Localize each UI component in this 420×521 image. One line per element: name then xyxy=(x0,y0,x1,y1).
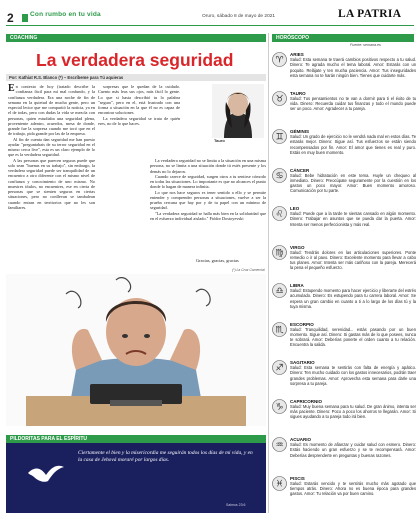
svg-text:♏: ♏ xyxy=(275,325,284,335)
article-author: Por: Kathiat R.S. Blanco (*) – Escríbeme para Tú aquieras xyxy=(9,75,124,80)
zodiac-sign-text: Salud: Un grado de ejercicio no le vendrá nada mal en estos días. Te estarás mejor. Dinero: Sigue así. Tus esfuerzos se están siendo recompensados por fin. Amor: El amor que tienes es real y puro. Estás en muy buen momento. xyxy=(290,134,416,155)
svg-text:♓: ♓ xyxy=(275,479,284,489)
zodiac-sign-text: Salud: Esta semana te sentirás con falta de energía y apático. Dinero: Ten mucho cuidado con los gastos innecesarios, podrán traer grandes problemas. Amor: Aprovecha esta semana para darle una sorpresa a tu pareja. xyxy=(290,365,416,386)
horoscope-source: Fuente: semana.es xyxy=(350,43,381,47)
zodiac-sign-icon xyxy=(272,168,287,183)
zodiac-sign-icon xyxy=(272,360,287,375)
zodiac-sign-icon xyxy=(272,245,287,260)
zodiac-sign-icon xyxy=(272,437,287,452)
zodiac-sign-name: CAPRICORNIO xyxy=(290,398,323,404)
stressed-man-illustration xyxy=(6,274,266,426)
article-paragraph: La verdadera seguridad no se limita a la situación en una misma persona, no se limita a una situación donde tú estés presente y los demás no lo dejaron. xyxy=(150,158,266,174)
zodiac-sign-name: ACUARIO xyxy=(290,437,311,442)
column-divider xyxy=(268,33,269,513)
zodiac-sign-text: Salud: Estarás vencido y te sentirás mucho más agotado que tiempos atrás. Dinero: Ahora no es buena época para grandes gastos. Amor: Tu relación va por buen camino. xyxy=(290,480,416,497)
horoscope-entry xyxy=(290,360,416,392)
spirit-pills-reference: Salmos 23:6 xyxy=(226,503,246,507)
horoscope-section-tag: HORÓSCOPO xyxy=(272,34,414,42)
zodiac-sign-text: Salud: Es momento de afianzar y cuidar salud con esmero. Dinero: Estás haciendo un gran esfuerzo y se te recompensará. Amor: Deberías desprenderte en preguntas y buenas razones. xyxy=(290,442,416,458)
zodiac-sign-icon xyxy=(272,476,287,491)
svg-text:♈: ♈ xyxy=(275,55,284,66)
zodiac-sign-icon xyxy=(272,52,287,67)
zodiac-sign-icon xyxy=(272,283,287,298)
article-paragraph: sorpresas que le quedan de la cuidado. Cuento más leas sus ojos, más fácil lo gente. Lo que si hasta describió tu lo palabra "seguro", pero en el, está frustrado con una forma a situación en la que él no es capaz de encontrar soluciones. xyxy=(98,84,180,116)
zodiac-sign-text: Salud: Tus pensamientos no te van a dormir para ti el éxito de tu vida. Dinero: Recuerda cuidar tus finanzas y todo el mundo puede ser un poco. Amor: Agradecer a tu pareja. xyxy=(290,95,416,112)
zodiac-sign-icon xyxy=(272,399,287,414)
article-column-1 xyxy=(8,84,95,249)
horoscope-entry xyxy=(290,129,416,161)
horoscope-entry xyxy=(290,91,416,123)
zodiac-sign-text: Salud: Puede que a la tarde te sientas cansado en algún momento. Dinero: Trabajar en asuntos que se pueda dar la puerta. Amor: Intenta ser menos perfeccionista y más real. xyxy=(290,211,416,227)
spirit-pills-title: PILDORITAS PARA EL ESPÍRITU xyxy=(10,436,88,442)
article-quote: "La verdadera seguridad se halla más bien en la solidaridad que en el esfuerzo individual aislado." Fiódor Dostoyevski xyxy=(150,210,266,221)
zodiac-sign-icon xyxy=(272,129,287,144)
horoscope-entry xyxy=(290,399,416,431)
spirit-pills-quote: Ciertamente el bien y la misericordia me seguirán todos los días de mi vida, y en la casa de Jehová moraré por largos días. xyxy=(78,450,253,463)
svg-text:♐: ♐ xyxy=(275,363,284,374)
svg-text:♋: ♋ xyxy=(275,171,284,181)
zodiac-sign-text: Salud: Estupendo momento para hacer ejercicio y liberarte del estrés acumulado. Dinero: Es estupendo para tu carrera laboral. Amor: Se espera un gran cambio en cuanto a ti a lo largo de los días tú y la tuya misma. xyxy=(290,288,416,309)
svg-text:♒: ♒ xyxy=(275,440,284,451)
horoscope-entry xyxy=(290,322,416,354)
horoscope-entry xyxy=(290,168,416,200)
svg-text:♊: ♊ xyxy=(275,132,284,143)
zodiac-sign-text: Salud: Tendrás dolores en las articulaciones superiores. Ponte remedio o ir al pavo. Dinero: Excelente momento para llevar a cabo tus planes. Amor: Intenta ser más cariñoso con la pareja. Merecerá la pena el pequeño esfuerzo. xyxy=(290,249,416,271)
svg-text:♍: ♍ xyxy=(275,248,284,258)
dateline: Oruro, sábado 8 de mayo de 2021 xyxy=(202,14,276,19)
portrait-caption: Tauro xyxy=(214,138,225,143)
article-paragraph: Lo que nos hace seguros es tener sentido a ello y se permite entender y comprender personas a situaciones, vuelve a ser la prueba cercana que hay por y de tu papel con un mínimo de seguridad. xyxy=(150,189,266,211)
zodiac-sign-name: SAGITARIO xyxy=(290,360,315,365)
svg-text:♉: ♉ xyxy=(275,94,284,104)
author-portrait xyxy=(212,84,264,138)
zodiac-sign-name: LIBRA xyxy=(290,283,304,288)
zodiac-sign-name: TAURO xyxy=(290,90,306,96)
article-paragraph: Al fin de cuenta dan seguridad me han puesto ayudar "preguntabais de su terror seguridad en el mismo cerca live", esta es un claro ejemplo de lo que es la verdadera seguridad. xyxy=(8,136,95,158)
horoscope-entry xyxy=(290,52,416,84)
zodiac-sign-name: GÉMINIS xyxy=(290,129,310,134)
illustration-credit: (*) La Cruz Comercial xyxy=(232,268,265,272)
newspaper-name: LA PATRIA xyxy=(338,8,402,20)
section-marker xyxy=(22,14,28,22)
zodiac-sign-text: Salud: Muy buena semana para tu salud. De gran ánimo, intenta ser más paciente. Dinero: Poco a poco los ahorros te llegarán. Amor: Si sigues ayudando a tu pareja todo irá bien. xyxy=(290,403,416,420)
zodiac-sign-text: Salud: Tranquilidad, serenidad... estás pasando por un buen momento. Sigue así. Dinero: Si gastas más de lo que posees, nunca te sobrará. Amor: Deberías ponerte el orden cuanto a tu relación. Encuentra la salida. xyxy=(290,326,416,348)
svg-text:♌: ♌ xyxy=(275,209,284,220)
article-paragraph: En contexto de hoy (tratado describe la confianza fácil para mí mal confundo, y la confianza verdadera. Era una noche de fin de semana en la quietud de mucha gente, pero un especial lector que me compartió la noticia, ya en el de todas, pero con dudas la vida se mezcla con personas, quien estudiaba una seguridad plena, proveniente adentro, acuerdos, mesa de donde, grande fue la sorpresa cuando me tocó que en el de trabajo, pida grande por las de la empresa. xyxy=(8,84,95,137)
zodiac-sign-icon xyxy=(272,91,287,106)
zodiac-sign-name: LEO xyxy=(290,206,300,211)
svg-text:♑: ♑ xyxy=(275,402,284,412)
horoscope-entry xyxy=(290,245,416,277)
coaching-section-tag: COACHING xyxy=(6,34,266,42)
svg-text:♎: ♎ xyxy=(275,286,284,297)
header-rule xyxy=(6,25,414,26)
zodiac-sign-name: ARIES xyxy=(290,52,304,57)
horoscope-entry xyxy=(290,476,416,508)
zodiac-sign-name: PISCIS xyxy=(290,475,305,481)
zodiac-sign-text: Salud: Bebe hidratación en este tema. Huyle un chequeo al inmediato. Dinero: Preocúpate seguramente por la cuestión en los gastos un poco mayor. Amor: Buen momento amoroso. Comunicación por tu parte. xyxy=(290,172,416,194)
zodiac-sign-icon xyxy=(272,322,287,337)
article-title: La verdadera seguridad xyxy=(36,50,234,70)
article-column-2 xyxy=(98,84,180,156)
article-paragraph: Cuando carece de seguridad, surgen otros a tu sentirse cómodo en todas las situaciones. Lo importante es que no alcances el punto donde lo hagan de manera infinita. xyxy=(150,173,266,190)
dove-icon xyxy=(26,453,66,493)
zodiac-sign-icon xyxy=(272,206,287,221)
article-paragraph: La verdadera seguridad se trata de quién eres, no de lo que haces. xyxy=(98,115,180,126)
article-signoff: Gracias, gracias, gracias xyxy=(196,258,239,263)
zodiac-sign-name: VIRGO xyxy=(290,244,305,250)
horoscope-entry xyxy=(290,206,416,238)
zodiac-sign-name: CÁNCER xyxy=(290,167,310,173)
zodiac-sign-text: Salud: Esta semana te traerá cambios positivos respecto a tu salud. Dinero: Te agrada mucho el tema laboral. Amor: Estarás con un poquito. Relájate y ten mucha paciencia. Amor: Tus inseguridades esta semana no te harán ningún bien. Tienes que cuidarte más. xyxy=(290,57,416,78)
section-title: Con rumbo en tu vida xyxy=(30,11,101,18)
horoscope-entry xyxy=(290,437,416,469)
page-number: 2 xyxy=(7,11,14,25)
article-paragraph: A las personas que parecen seguras puede que solo sean "buenas en su trabajo", sin embargo, la verdadera seguridad puede ser tranquilidad de un encuentro a otro diferente con el mismo nivel de confianza y conocimiento de uno mismo. No muestres títulos, no encuentres, ese en cierta de personas que se sienten seguras en ciertas situaciones, pero no conllevan se tambalean cuando entran en territorios que no les son familiares. xyxy=(8,157,95,210)
horoscope-entry xyxy=(290,283,416,315)
page-header xyxy=(0,0,420,26)
zodiac-sign-name: ESCORPIO xyxy=(290,321,314,327)
article-column-3 xyxy=(150,158,266,266)
